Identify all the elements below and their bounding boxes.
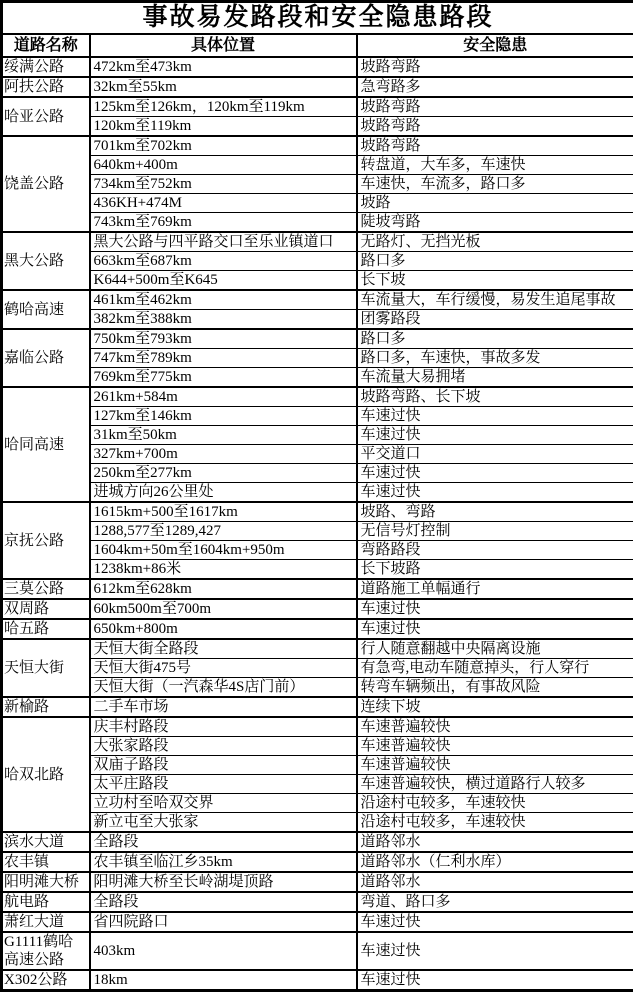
hazard-cell: 无信号灯控制 <box>357 522 633 541</box>
location-cell: 125km至126km，120km至119km <box>90 97 357 117</box>
location-cell: 省四院路口 <box>90 912 357 932</box>
table-row <box>2 541 633 560</box>
table-row <box>2 912 633 932</box>
title-row <box>2 2 633 35</box>
location-cell: 黑大公路与四平路交口至乐业镇道口 <box>90 232 357 252</box>
road-name-cell: 双周路 <box>2 599 90 619</box>
table-row <box>2 659 633 678</box>
location-cell: 650km+800m <box>90 619 357 639</box>
location-cell: 天恒大街全路段 <box>90 639 357 659</box>
hazard-cell: 路口多 <box>357 329 633 349</box>
hazard-cell: 行人随意翻越中央隔离设施 <box>357 639 633 659</box>
hazard-cell: 转盘道，大车多，车速快 <box>357 156 633 175</box>
table-row <box>2 310 633 330</box>
hazard-cell: 车速普遍较快 <box>357 737 633 756</box>
location-cell: 1238km+86米 <box>90 560 357 580</box>
table-row <box>2 329 633 349</box>
location-cell: 261km+584m <box>90 387 357 407</box>
location-cell: 127km至146km <box>90 407 357 426</box>
hazard-cell: 道路施工单幅通行 <box>357 579 633 599</box>
road-name-cell: 阿扶公路 <box>2 77 90 97</box>
hazard-cell: 车速普遍较快 <box>357 717 633 737</box>
road-name-cell: 滨水大道 <box>2 832 90 852</box>
location-cell: 327km+700m <box>90 445 357 464</box>
hazard-cell: 转弯车辆频出，有事故风险 <box>357 678 633 698</box>
table-row <box>2 522 633 541</box>
road-name-cell: 萧红大道 <box>2 912 90 932</box>
table-row <box>2 678 633 698</box>
table-row <box>2 852 633 872</box>
table-row <box>2 697 633 717</box>
road-name-cell: 绥满公路 <box>2 57 90 77</box>
road-name-cell: 哈五路 <box>2 619 90 639</box>
hazard-cell: 沿途村屯较多，车速较快 <box>357 794 633 813</box>
hazard-cell: 路口多，车速快，事故多发 <box>357 349 633 368</box>
location-cell: 747km至789km <box>90 349 357 368</box>
hazard-cell: 团雾路段 <box>357 310 633 330</box>
table-row <box>2 387 633 407</box>
table-row <box>2 156 633 175</box>
hazard-cell: 车流量大，车行缓慢，易发生追尾事故 <box>357 290 633 310</box>
road-name-cell: 哈双北路 <box>2 717 90 832</box>
table-row <box>2 117 633 137</box>
hazard-cell: 道路邻水 <box>357 832 633 852</box>
location-cell: 472km至473km <box>90 57 357 77</box>
page-title: 事故易发路段和安全隐患路段 <box>2 2 633 35</box>
table-row <box>2 368 633 388</box>
table-row <box>2 832 633 852</box>
table-row <box>2 483 633 503</box>
location-cell: 双庙子路段 <box>90 756 357 775</box>
table-row <box>2 737 633 756</box>
road-name-cell: 嘉临公路 <box>2 329 90 387</box>
table-row <box>2 349 633 368</box>
location-cell: 663km至687km <box>90 252 357 271</box>
location-cell: 403km <box>90 932 357 970</box>
hazard-cell: 车速过快 <box>357 407 633 426</box>
location-cell: 743km至769km <box>90 213 357 233</box>
hazard-cell: 沿途村屯较多，车速较快 <box>357 813 633 833</box>
location-cell: 新立屯至大张家 <box>90 813 357 833</box>
table-row <box>2 794 633 813</box>
location-cell: 18km <box>90 970 357 991</box>
hazard-cell: 长下坡 <box>357 271 633 291</box>
hazard-cell: 道路邻水 <box>357 872 633 892</box>
hazard-cell: 车速过快 <box>357 912 633 932</box>
hazard-cell: 坡路弯路 <box>357 136 633 156</box>
hazard-cell: 车速过快 <box>357 932 633 970</box>
location-cell: 全路段 <box>90 892 357 912</box>
table-body <box>2 57 633 991</box>
table-row <box>2 599 633 619</box>
table-row <box>2 872 633 892</box>
hazard-cell: 车速过快 <box>357 599 633 619</box>
location-cell: 701km至702km <box>90 136 357 156</box>
location-cell: 天恒大街475号 <box>90 659 357 678</box>
hazard-cell: 长下坡路 <box>357 560 633 580</box>
hazard-cell: 连续下坡 <box>357 697 633 717</box>
hazard-cell: 车速普遍较快，横过道路行人较多 <box>357 775 633 794</box>
table-row <box>2 232 633 252</box>
column-header-row <box>2 34 633 57</box>
table-row <box>2 756 633 775</box>
road-name-cell: G1111鹤哈高速公路 <box>2 932 90 970</box>
hazard-cell: 陡坡弯路 <box>357 213 633 233</box>
road-name-cell: 三莫公路 <box>2 579 90 599</box>
table-row <box>2 290 633 310</box>
column-header-road-name: 道路名称 <box>2 34 90 57</box>
hazard-cell: 坡路、弯路 <box>357 502 633 522</box>
table-row <box>2 775 633 794</box>
table-row <box>2 717 633 737</box>
location-cell: 立功村至哈双交界 <box>90 794 357 813</box>
column-header-location: 具体位置 <box>90 34 357 57</box>
hazard-cell: 车速过快 <box>357 464 633 483</box>
location-cell: 进城方向26公里处 <box>90 483 357 503</box>
hazard-cell: 路口多 <box>357 252 633 271</box>
table-row <box>2 252 633 271</box>
location-cell: 250km至277km <box>90 464 357 483</box>
table-row <box>2 813 633 833</box>
location-cell: 二手车市场 <box>90 697 357 717</box>
road-name-cell: 饶盖公路 <box>2 136 90 232</box>
table-row <box>2 970 633 991</box>
table-row <box>2 136 633 156</box>
table-row <box>2 271 633 291</box>
location-cell: 120km至119km <box>90 117 357 137</box>
location-cell: 太平庄路段 <box>90 775 357 794</box>
road-name-cell: 农丰镇 <box>2 852 90 872</box>
road-name-cell: X302公路 <box>2 970 90 991</box>
location-cell: 612km至628km <box>90 579 357 599</box>
road-name-cell: 天恒大街 <box>2 639 90 697</box>
hazard-cell: 无路灯、无挡光板 <box>357 232 633 252</box>
table-row <box>2 57 633 77</box>
location-cell: 382km至388km <box>90 310 357 330</box>
location-cell: 全路段 <box>90 832 357 852</box>
table-row <box>2 579 633 599</box>
location-cell: 阳明滩大桥至长岭湖堤顶路 <box>90 872 357 892</box>
hazard-cell: 车流量大易拥堵 <box>357 368 633 388</box>
table-row <box>2 97 633 117</box>
location-cell: 31km至50km <box>90 426 357 445</box>
table-row <box>2 213 633 233</box>
location-cell: 天恒大街（一汽森华4S店门前） <box>90 678 357 698</box>
hazard-cell: 坡路 <box>357 194 633 213</box>
table-row <box>2 502 633 522</box>
location-cell: K644+500m至K645 <box>90 271 357 291</box>
table-row <box>2 560 633 580</box>
hazard-cell: 坡路弯路 <box>357 117 633 137</box>
column-header-hazard: 安全隐患 <box>357 34 633 57</box>
hazard-cell: 车速过快 <box>357 426 633 445</box>
hazard-cell: 道路邻水（仁利水库） <box>357 852 633 872</box>
road-name-cell: 黑大公路 <box>2 232 90 290</box>
location-cell: 750km至793km <box>90 329 357 349</box>
location-cell: 436KH+474M <box>90 194 357 213</box>
hazard-cell: 急弯路多 <box>357 77 633 97</box>
table-row <box>2 619 633 639</box>
table-row <box>2 194 633 213</box>
hazard-cell: 弯路路段 <box>357 541 633 560</box>
table-row <box>2 932 633 970</box>
road-name-cell: 阳明滩大桥 <box>2 872 90 892</box>
hazard-cell: 坡路弯路 <box>357 57 633 77</box>
hazard-cell: 弯道、路口多 <box>357 892 633 912</box>
hazard-cell: 车速快，车流多，路口多 <box>357 175 633 194</box>
hazard-cell: 车速过快 <box>357 619 633 639</box>
location-cell: 461km至462km <box>90 290 357 310</box>
hazard-cell: 车速普遍较快 <box>357 756 633 775</box>
location-cell: 32km至55km <box>90 77 357 97</box>
location-cell: 1288,577至1289,427 <box>90 522 357 541</box>
table-row <box>2 892 633 912</box>
hazard-cell: 坡路弯路 <box>357 97 633 117</box>
table-row <box>2 407 633 426</box>
hazard-cell: 有急弯,电动车随意掉头，行人穿行 <box>357 659 633 678</box>
hazard-cell: 车速过快 <box>357 970 633 991</box>
table-row <box>2 464 633 483</box>
location-cell: 640km+400m <box>90 156 357 175</box>
location-cell: 1604km+50m至1604km+950m <box>90 541 357 560</box>
road-name-cell: 鹤哈高速 <box>2 290 90 329</box>
location-cell: 60km500m至700m <box>90 599 357 619</box>
location-cell: 734km至752km <box>90 175 357 194</box>
location-cell: 769km至775km <box>90 368 357 388</box>
table-row <box>2 445 633 464</box>
table-row <box>2 426 633 445</box>
table-row <box>2 175 633 194</box>
hazard-cell: 平交道口 <box>357 445 633 464</box>
hazard-cell: 坡路弯路、长下坡 <box>357 387 633 407</box>
road-name-cell: 京抚公路 <box>2 502 90 579</box>
location-cell: 庆丰村路段 <box>90 717 357 737</box>
road-name-cell: 航电路 <box>2 892 90 912</box>
road-name-cell: 哈同高速 <box>2 387 90 502</box>
location-cell: 农丰镇至临江乡35km <box>90 852 357 872</box>
location-cell: 大张家路段 <box>90 737 357 756</box>
road-name-cell: 新榆路 <box>2 697 90 717</box>
road-name-cell: 哈亚公路 <box>2 97 90 136</box>
hazard-cell: 车速过快 <box>357 483 633 503</box>
table-row <box>2 77 633 97</box>
table-row <box>2 639 633 659</box>
location-cell: 1615km+500至1617km <box>90 502 357 522</box>
